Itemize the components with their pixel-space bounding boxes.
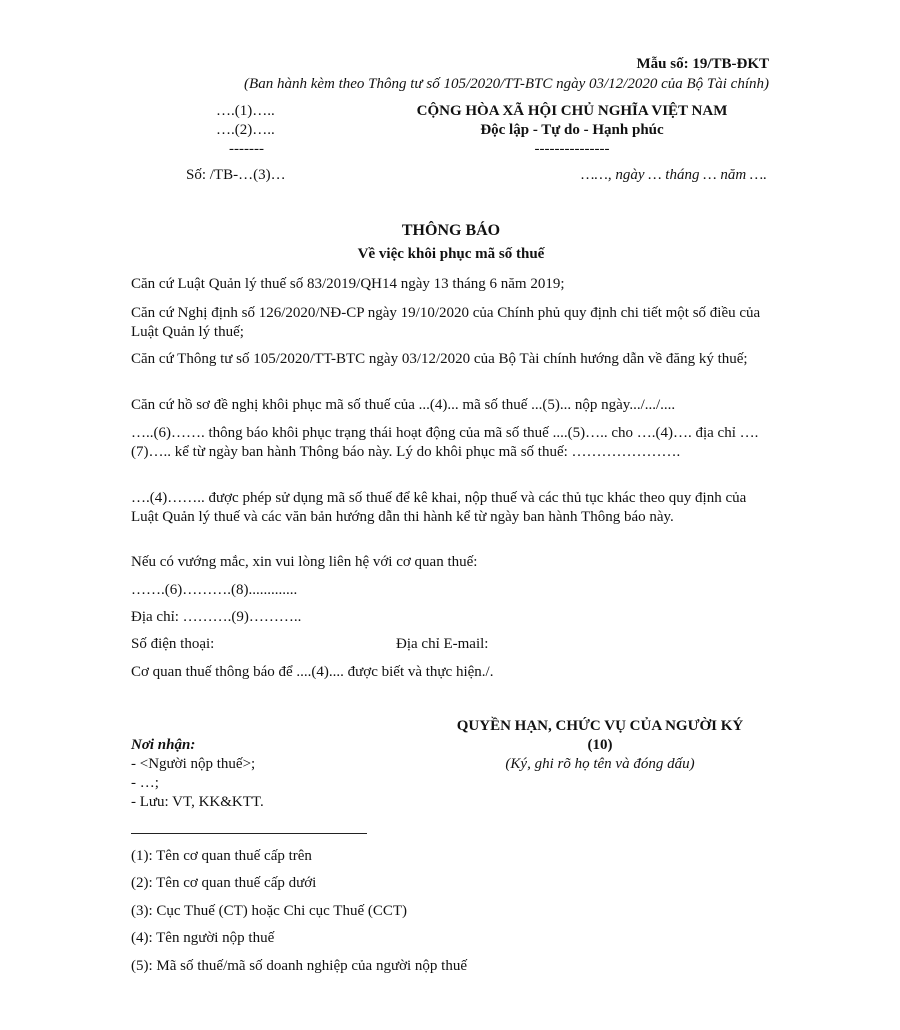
footnote-2: (2): Tên cơ quan thuế cấp dưới bbox=[131, 875, 317, 891]
contact-phone-label: Số điện thoại: bbox=[131, 636, 215, 652]
nation-name: CỘNG HÒA XÃ HỘI CHỦ NGHĨA VIỆT NAM bbox=[416, 103, 728, 119]
signer-number: (10) bbox=[587, 737, 613, 753]
signer-title: QUYỀN HẠN, CHỨC VỤ CỦA NGƯỜI KÝ bbox=[456, 718, 744, 734]
agency-line-1: ….(1)….. bbox=[216, 103, 275, 119]
document-number: Số: /TB-…(3)… bbox=[186, 167, 286, 183]
contact-address: Địa chỉ: ……….(9)……….. bbox=[131, 609, 302, 625]
footnote-4: (4): Tên người nộp thuế bbox=[131, 930, 275, 946]
contact-intro: Nếu có vướng mắc, xin vui lòng liên hệ với cơ quan thuế: bbox=[131, 554, 478, 570]
footnote-divider bbox=[131, 833, 367, 834]
footnote-1: (1): Tên cơ quan thuế cấp trên bbox=[131, 848, 312, 864]
motto-dash: --------------- bbox=[534, 141, 610, 157]
footnote-3: (3): Cục Thuế (CT) hoặc Chi cục Thuế (CCT) bbox=[131, 903, 408, 919]
form-number: Mẫu số: 19/TB-ĐKT bbox=[636, 56, 769, 72]
footnote-5: (5): Mã số thuế/mã số doanh nghiệp của người nộp thuế bbox=[131, 958, 467, 974]
recipient-item: - <Người nộp thuế>; bbox=[131, 756, 256, 772]
contact-agency: …….(6)……….(8)............. bbox=[131, 582, 298, 598]
recipient-item: - Lưu: VT, KK&KTT. bbox=[131, 794, 264, 810]
permission-statement: ….(4)…….. được phép sử dụng mã số thuế để kê khai, nộp thuế và các thủ tục khác theo quy định của Luật Quản lý thuế và các văn bản hướng dẫn thi hành kể từ ngày ban hành Thông báo này. bbox=[131, 490, 747, 525]
contact-email-label: Địa chỉ E-mail: bbox=[396, 636, 489, 652]
legal-basis-law: Căn cứ Luật Quản lý thuế số 83/2019/QH14 ngày 13 tháng 6 năm 2019; bbox=[131, 276, 565, 292]
legal-basis-decree: Căn cứ Nghị định số 126/2020/NĐ-CP ngày 19/10/2020 của Chính phủ quy định chi tiết một số điều của Luật Quản lý thuế; bbox=[131, 305, 761, 340]
closing-statement: Cơ quan thuế thông báo để ....(4).... được biết và thực hiện./. bbox=[131, 664, 494, 680]
place-date: ……, ngày … tháng … năm …. bbox=[581, 167, 767, 183]
document-title: THÔNG BÁO bbox=[401, 222, 501, 239]
recipients-label: Nơi nhận: bbox=[131, 737, 196, 753]
agency-dash: ------- bbox=[229, 141, 264, 157]
legal-basis-circular: Căn cứ Thông tư số 105/2020/TT-BTC ngày 03/12/2020 của Bộ Tài chính hướng dẫn về đăng ký thuế; bbox=[131, 351, 748, 367]
agency-line-2: ….(2)….. bbox=[216, 122, 275, 138]
signature-note: (Ký, ghi rõ họ tên và đóng dấu) bbox=[505, 756, 695, 772]
national-motto: Độc lập - Tự do - Hạnh phúc bbox=[480, 122, 664, 138]
legal-basis-dossier: Căn cứ hồ sơ đề nghị khôi phục mã số thuế của ...(4)... mã số thuế ...(5)... nộp ngày.../.../.... bbox=[131, 397, 676, 413]
issued-with-note: (Ban hành kèm theo Thông tư số 105/2020/TT-BTC ngày 03/12/2020 của Bộ Tài chính) bbox=[244, 76, 769, 92]
restore-statement: …..(6)……. thông báo khôi phục trạng thái hoạt động của mã số thuế ....(5)….. cho ….(4)…. địa chỉ ….(7)….. kể từ ngày ban hành Thông báo này. Lý do khôi phục mã số thuế: …………………. bbox=[131, 425, 759, 460]
recipient-item: - …; bbox=[131, 775, 159, 791]
document-subtitle: Về việc khôi phục mã số thuế bbox=[357, 246, 545, 262]
